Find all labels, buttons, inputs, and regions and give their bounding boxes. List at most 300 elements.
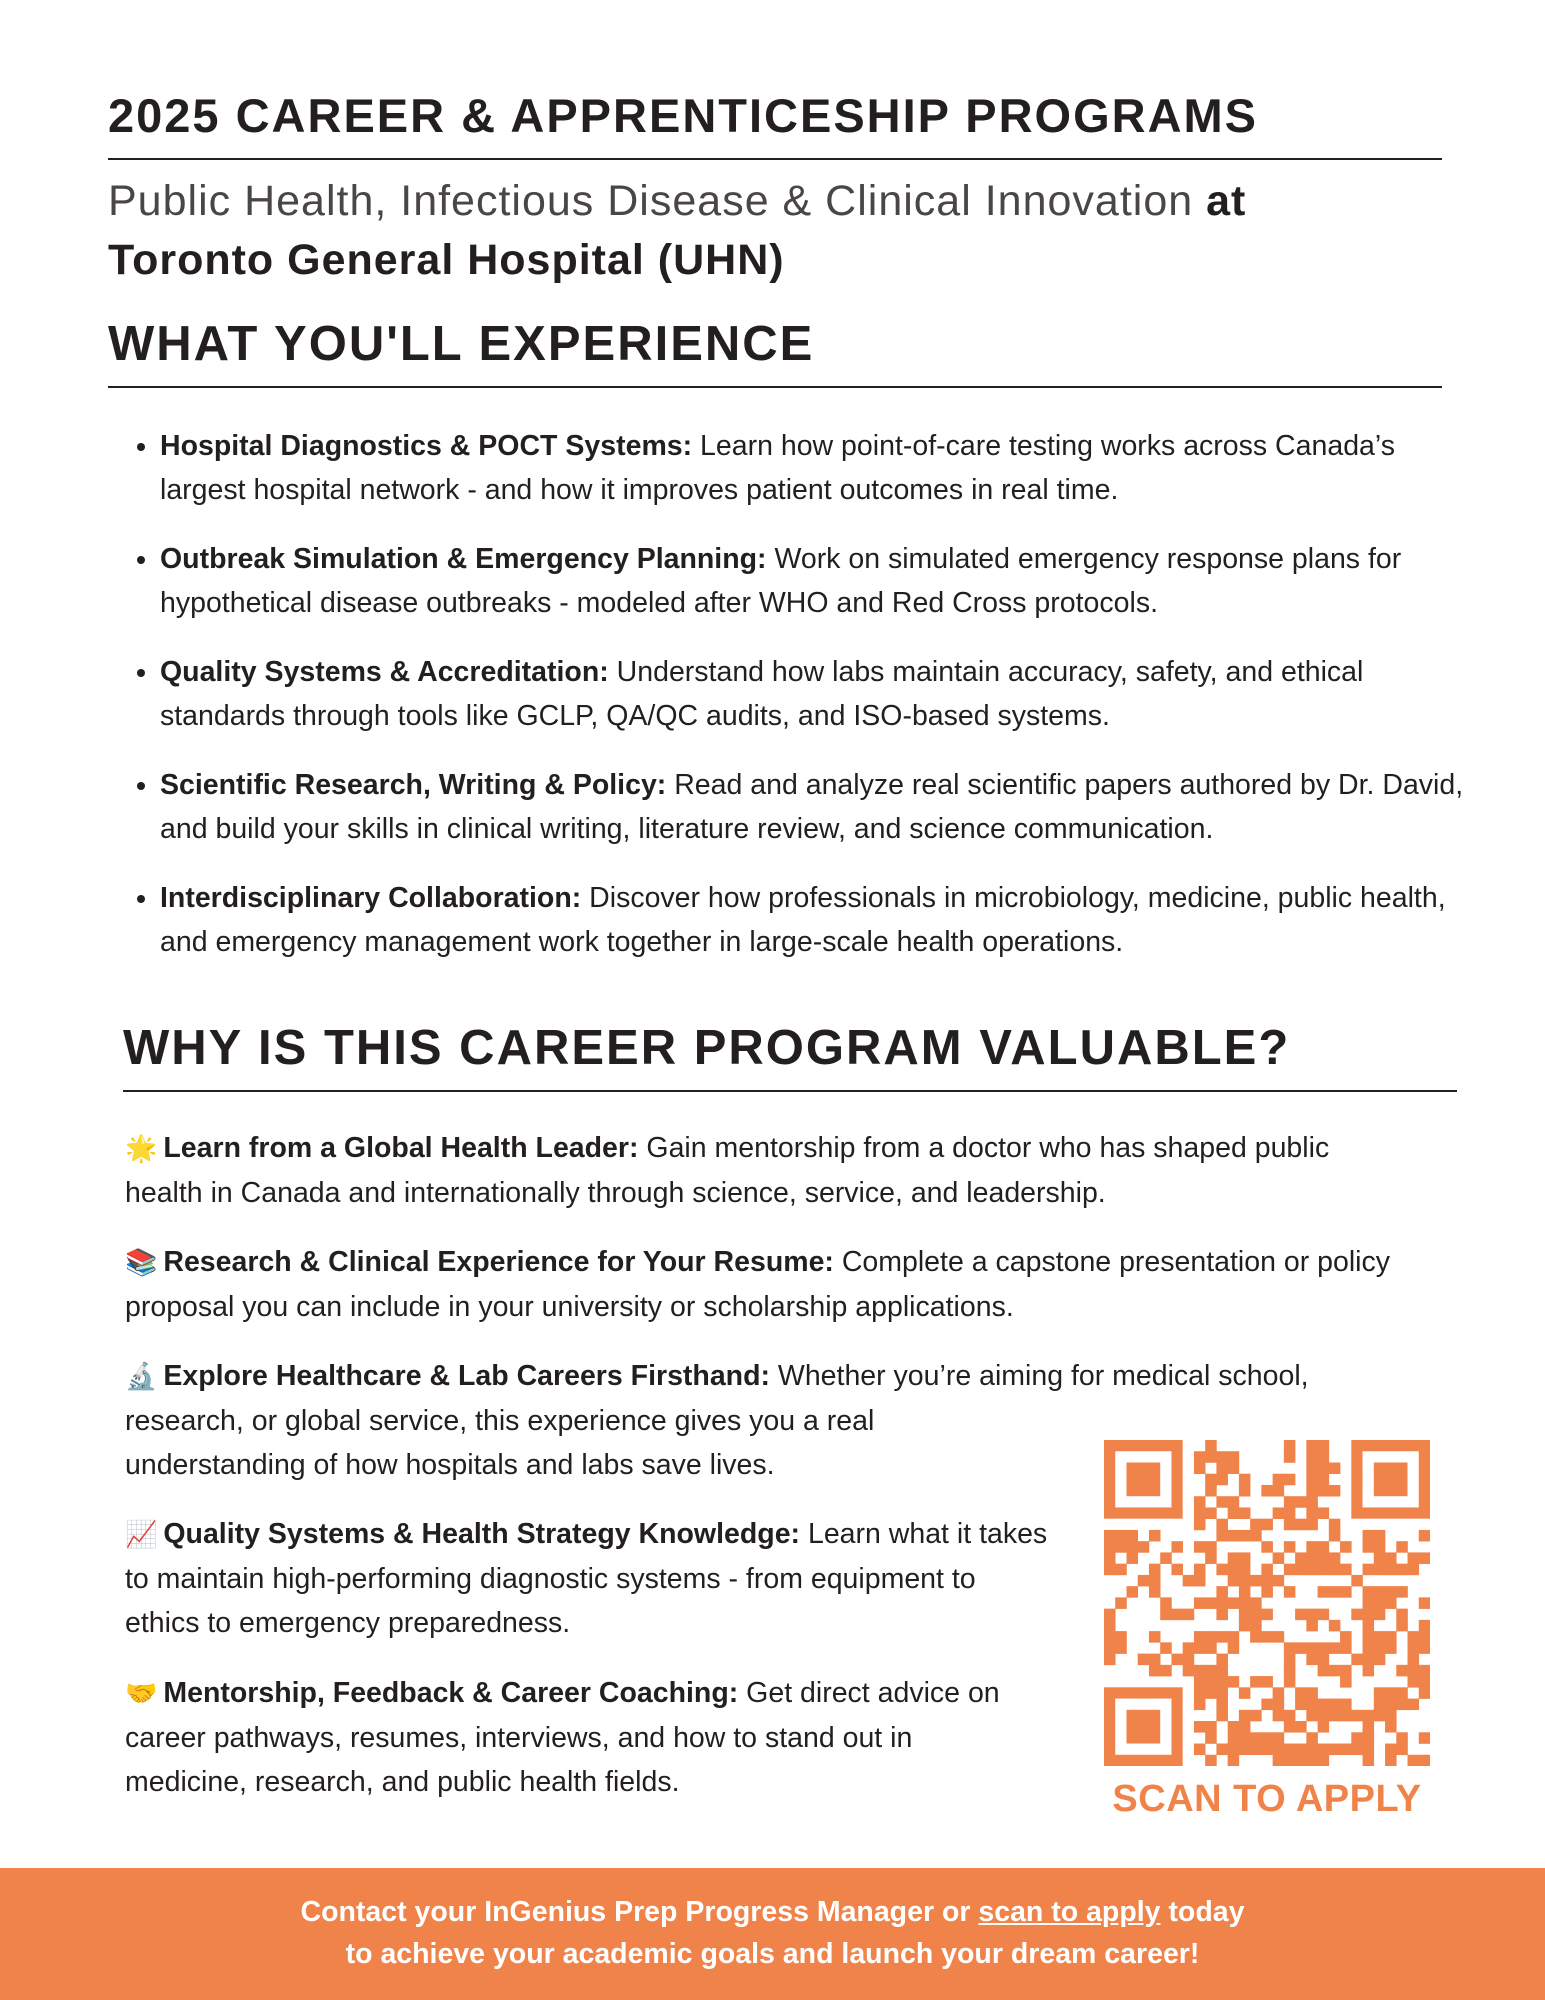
qr-module	[1295, 1642, 1307, 1654]
experience-item-text: Work on simulated emergency response plans for hypothetical disease outbreaks - modeled after WHO and Red Cross protocols.	[160, 543, 1402, 619]
qr-module	[1419, 1687, 1430, 1699]
qr-module	[1239, 1485, 1251, 1497]
qr-module	[1306, 1474, 1318, 1486]
qr-module	[1318, 1451, 1330, 1463]
contact-footer	[0, 1868, 1545, 2000]
qr-module	[1261, 1564, 1273, 1576]
value-item-title: Explore Healthcare & Lab Careers Firsthand:	[163, 1360, 770, 1392]
qr-module	[1216, 1519, 1228, 1531]
scan-to-apply-link[interactable]: scan to apply	[978, 1896, 1161, 1928]
qr-module	[1239, 1744, 1251, 1756]
qr-module	[1239, 1586, 1251, 1598]
qr-module	[1273, 1474, 1285, 1486]
qr-module	[1239, 1597, 1251, 1609]
qr-module	[1396, 1564, 1408, 1576]
handshake-icon: 🤝	[125, 1679, 158, 1709]
qr-module	[1194, 1564, 1206, 1576]
qr-module	[1419, 1597, 1430, 1609]
qr-module	[1261, 1631, 1273, 1643]
qr-module	[1205, 1665, 1217, 1677]
qr-module	[1318, 1440, 1330, 1452]
qr-module	[1261, 1732, 1273, 1744]
qr-module	[1104, 1620, 1116, 1632]
qr-module	[1284, 1721, 1296, 1733]
experience-item-text: Understand how labs maintain accuracy, safety, and ethical standards through tools like GCLP, QA/QC audits, and ISO-based systems.	[160, 656, 1364, 732]
qr-module	[1306, 1744, 1318, 1756]
qr-module	[1396, 1687, 1408, 1699]
qr-module	[1115, 1541, 1127, 1553]
value-item-title: Research & Clinical Experience for Your Resume:	[163, 1246, 834, 1278]
qr-module	[1306, 1687, 1318, 1699]
qr-module	[1205, 1676, 1217, 1688]
qr-module	[1216, 1496, 1228, 1508]
experience-item-title: Scientific Research, Writing & Policy:	[160, 769, 667, 801]
qr-module	[1126, 1552, 1138, 1564]
qr-module	[1216, 1586, 1228, 1598]
qr-module	[1385, 1642, 1397, 1654]
qr-module	[1374, 1631, 1386, 1643]
qr-module	[1419, 1665, 1430, 1677]
qr-module	[1374, 1552, 1386, 1564]
qr-module	[1104, 1541, 1116, 1553]
qr-module	[1216, 1530, 1228, 1542]
value-divider	[123, 1090, 1457, 1092]
qr-module	[1284, 1755, 1296, 1766]
qr-module	[1396, 1732, 1408, 1744]
qr-module	[1205, 1631, 1217, 1643]
qr-module	[1250, 1620, 1262, 1632]
qr-module	[1385, 1586, 1397, 1598]
qr-module	[1194, 1541, 1206, 1553]
qr-module	[1228, 1631, 1240, 1643]
experience-item-title: Outbreak Simulation & Emergency Planning:	[160, 543, 767, 575]
qr-module	[1340, 1586, 1352, 1598]
qr-module	[1183, 1665, 1195, 1677]
qr-module	[1261, 1541, 1273, 1553]
qr-module	[1396, 1586, 1408, 1598]
qr-module	[1250, 1575, 1262, 1587]
chart-up-icon: 📈	[125, 1520, 158, 1550]
qr-module	[1228, 1462, 1240, 1474]
qr-module	[1104, 1609, 1116, 1621]
qr-module	[1340, 1642, 1352, 1654]
value-item-line: Gain mentorship from a doctor who has shaped public	[646, 1132, 1330, 1164]
qr-module	[1374, 1609, 1386, 1621]
subtitle	[108, 172, 1438, 290]
qr-module	[1205, 1597, 1217, 1609]
qr-module	[1306, 1620, 1318, 1632]
qr-module	[1104, 1654, 1116, 1666]
qr-module	[1363, 1609, 1375, 1621]
qr-module	[1228, 1564, 1240, 1576]
qr-module	[1216, 1462, 1228, 1474]
experience-list	[128, 424, 1470, 989]
qr-module	[1205, 1485, 1217, 1497]
qr-module	[1228, 1642, 1240, 1654]
qr-module	[1306, 1755, 1318, 1766]
qr-module	[1295, 1755, 1307, 1766]
qr-module	[1329, 1519, 1341, 1531]
experience-item-text: Discover how professionals in microbiology, medicine, public health, and emergency management work together in large-scale health operations.	[160, 882, 1446, 958]
qr-module	[1284, 1451, 1296, 1463]
qr-module	[1363, 1564, 1375, 1576]
qr-module	[1363, 1530, 1375, 1542]
qr-module	[1205, 1474, 1217, 1486]
qr-module	[1273, 1710, 1285, 1722]
value-item-line: to maintain high-performing diagnostic systems - from equipment to	[125, 1563, 976, 1595]
qr-module	[1419, 1552, 1430, 1564]
qr-module	[1419, 1676, 1430, 1688]
qr-module	[1318, 1462, 1330, 1474]
qr-module	[1171, 1541, 1183, 1553]
experience-item	[160, 876, 1470, 964]
qr-module	[1205, 1755, 1217, 1766]
qr-module	[1228, 1732, 1240, 1744]
qr-module	[1228, 1744, 1240, 1756]
qr-module	[1205, 1552, 1217, 1564]
qr-module	[1318, 1507, 1330, 1519]
qr-module	[1160, 1552, 1172, 1564]
qr-module	[1419, 1620, 1430, 1632]
value-item-line: Complete a capstone presentation or policy	[841, 1246, 1390, 1278]
qr-module	[1194, 1642, 1206, 1654]
qr-module	[1385, 1755, 1397, 1766]
qr-module	[1295, 1496, 1307, 1508]
experience-item	[160, 763, 1470, 851]
qr-module	[1205, 1642, 1217, 1654]
value-item-line: ethics to emergency preparedness.	[125, 1607, 571, 1639]
qr-module	[1261, 1676, 1273, 1688]
qr-module	[1318, 1744, 1330, 1756]
value-item-line: Learn what it takes	[807, 1518, 1048, 1550]
qr-module	[1194, 1676, 1206, 1688]
qr-module	[1385, 1710, 1397, 1722]
qr-module	[1104, 1530, 1116, 1542]
qr-module	[1239, 1710, 1251, 1722]
qr-module	[1216, 1654, 1228, 1666]
qr-module	[1228, 1676, 1240, 1688]
qr-module	[1396, 1620, 1408, 1632]
qr-module	[1104, 1631, 1116, 1643]
qr-module	[1419, 1631, 1430, 1643]
qr-module	[1284, 1710, 1296, 1722]
qr-module	[1183, 1654, 1195, 1666]
qr-module	[1340, 1564, 1352, 1576]
qr-module	[1329, 1642, 1341, 1654]
qr-module	[1385, 1597, 1397, 1609]
qr-module	[1295, 1519, 1307, 1531]
qr-module	[1306, 1451, 1318, 1463]
value-item-line: research, or global service, this experience gives you a real	[125, 1405, 875, 1437]
title-divider	[108, 158, 1442, 160]
qr-module	[1104, 1564, 1116, 1576]
qr-module	[1363, 1631, 1375, 1643]
qr-module	[1363, 1710, 1375, 1722]
qr-module	[1273, 1732, 1285, 1744]
subtitle-at: at	[1206, 177, 1247, 225]
qr-module	[1318, 1485, 1330, 1497]
qr-module	[1115, 1597, 1127, 1609]
qr-module	[1329, 1485, 1341, 1497]
qr-module	[1284, 1440, 1296, 1452]
qr-module	[1160, 1642, 1172, 1654]
apply-qr-code[interactable]	[1104, 1440, 1430, 1766]
qr-module	[1261, 1485, 1273, 1497]
qr-module	[1329, 1564, 1341, 1576]
qr-module	[1160, 1665, 1172, 1677]
qr-module	[1340, 1699, 1352, 1711]
qr-module	[1250, 1530, 1262, 1542]
qr-module	[1216, 1597, 1228, 1609]
qr-module	[1273, 1744, 1285, 1756]
qr-module	[1138, 1575, 1150, 1587]
qr-module	[1115, 1642, 1127, 1654]
qr-module	[1295, 1687, 1307, 1699]
qr-module	[1273, 1575, 1285, 1587]
value-item-line: career pathways, resumes, interviews, and how to stand out in	[125, 1722, 913, 1754]
qr-module	[1126, 1586, 1138, 1598]
qr-module	[1205, 1541, 1217, 1553]
experience-item-title: Hospital Diagnostics & POCT Systems:	[160, 430, 693, 462]
qr-module	[1351, 1575, 1363, 1587]
qr-module	[1284, 1519, 1296, 1531]
qr-module	[1329, 1462, 1341, 1474]
qr-module	[1329, 1699, 1341, 1711]
qr-module	[1396, 1699, 1408, 1711]
qr-module	[1273, 1507, 1285, 1519]
value-item-title: Mentorship, Feedback & Career Coaching:	[163, 1677, 739, 1709]
qr-module	[1104, 1642, 1116, 1654]
qr-module	[1104, 1552, 1116, 1564]
qr-module	[1183, 1609, 1195, 1621]
qr-module	[1250, 1732, 1262, 1744]
qr-module	[1329, 1710, 1341, 1722]
qr-module	[1363, 1597, 1375, 1609]
qr-module	[1306, 1642, 1318, 1654]
qr-module	[1228, 1552, 1240, 1564]
qr-module	[1126, 1530, 1138, 1542]
qr-module	[1284, 1564, 1296, 1576]
qr-module	[1363, 1665, 1375, 1677]
qr-module	[1385, 1687, 1397, 1699]
qr-module	[1216, 1699, 1228, 1711]
qr-module	[1284, 1744, 1296, 1756]
qr-module	[1284, 1507, 1296, 1519]
qr-module	[1318, 1586, 1330, 1598]
qr-module	[1340, 1676, 1352, 1688]
qr-module	[1306, 1519, 1318, 1531]
qr-module	[1239, 1687, 1251, 1699]
qr-module	[1295, 1744, 1307, 1756]
qr-module	[1194, 1687, 1206, 1699]
page-title: 2025 CAREER & APPRENTICESHIP PROGRAMS	[108, 89, 1259, 142]
qr-module	[1363, 1642, 1375, 1654]
qr-module	[1250, 1609, 1262, 1621]
qr-module	[1160, 1597, 1172, 1609]
qr-module	[1228, 1530, 1240, 1542]
qr-module	[1318, 1654, 1330, 1666]
qr-module	[1261, 1609, 1273, 1621]
qr-module	[1351, 1609, 1363, 1621]
qr-module	[1351, 1732, 1363, 1744]
qr-finder-center	[1374, 1462, 1408, 1496]
qr-module	[1273, 1687, 1285, 1699]
value-item	[125, 1512, 1085, 1645]
qr-module	[1239, 1564, 1251, 1576]
qr-module	[1318, 1609, 1330, 1621]
qr-finder-center	[1126, 1710, 1160, 1744]
qr-module	[1396, 1665, 1408, 1677]
qr-module	[1374, 1654, 1386, 1666]
qr-module	[1295, 1564, 1307, 1576]
qr-module	[1228, 1451, 1240, 1463]
qr-module	[1284, 1676, 1296, 1688]
qr-module	[1205, 1721, 1217, 1733]
qr-finder-center	[1126, 1462, 1160, 1496]
qr-module	[1351, 1744, 1363, 1756]
qr-module	[1250, 1631, 1262, 1643]
qr-module	[1194, 1507, 1206, 1519]
qr-module	[1261, 1744, 1273, 1756]
qr-module	[1216, 1474, 1228, 1486]
qr-module	[1374, 1564, 1386, 1576]
qr-module	[1261, 1519, 1273, 1531]
qr-module	[1351, 1710, 1363, 1722]
value-item-line: understanding of how hospitals and labs save lives.	[125, 1449, 775, 1481]
qr-module	[1408, 1699, 1420, 1711]
experience-item-title: Quality Systems & Accreditation:	[160, 656, 609, 688]
qr-module	[1295, 1721, 1307, 1733]
value-item-line: proposal you can include in your university or scholarship applications.	[125, 1291, 1014, 1323]
value-heading: WHY IS THIS CAREER PROGRAM VALUABLE?	[123, 1021, 1291, 1075]
qr-module	[1239, 1620, 1251, 1632]
qr-module	[1216, 1609, 1228, 1621]
qr-module	[1194, 1496, 1206, 1508]
footer-text: Contact your InGenius Prep Progress Manager or	[300, 1896, 971, 1928]
qr-module	[1385, 1631, 1397, 1643]
qr-module	[1194, 1519, 1206, 1531]
qr-module	[1194, 1699, 1206, 1711]
qr-module	[1374, 1642, 1386, 1654]
qr-module	[1194, 1631, 1206, 1643]
qr-module	[1228, 1507, 1240, 1519]
qr-module	[1306, 1541, 1318, 1553]
qr-module	[1228, 1575, 1240, 1587]
qr-module	[1194, 1597, 1206, 1609]
qr-module	[1295, 1552, 1307, 1564]
qr-module	[1250, 1597, 1262, 1609]
qr-module	[1273, 1631, 1285, 1643]
subtitle-location: Toronto General Hospital (UHN)	[108, 236, 785, 284]
qr-module	[1374, 1541, 1386, 1553]
qr-module	[1228, 1721, 1240, 1733]
qr-module	[1171, 1609, 1183, 1621]
star-icon: 🌟	[125, 1134, 158, 1164]
qr-module	[1306, 1654, 1318, 1666]
qr-module	[1306, 1699, 1318, 1711]
qr-module	[1194, 1575, 1206, 1587]
qr-module	[1284, 1654, 1296, 1666]
qr-module	[1419, 1530, 1430, 1542]
qr-module	[1318, 1474, 1330, 1486]
qr-module	[1216, 1676, 1228, 1688]
qr-code-graphic	[1104, 1440, 1430, 1766]
qr-module	[1216, 1710, 1228, 1722]
qr-module	[1385, 1699, 1397, 1711]
qr-module	[1239, 1507, 1251, 1519]
qr-module	[1396, 1744, 1408, 1756]
qr-module	[1385, 1564, 1397, 1576]
qr-module	[1318, 1642, 1330, 1654]
qr-module	[1149, 1631, 1161, 1643]
qr-module	[1408, 1665, 1420, 1677]
qr-module	[1239, 1732, 1251, 1744]
qr-module	[1239, 1552, 1251, 1564]
value-item-title: Quality Systems & Health Strategy Knowledge:	[163, 1518, 801, 1550]
qr-module	[1250, 1744, 1262, 1756]
qr-module	[1340, 1665, 1352, 1677]
experience-item	[160, 650, 1470, 738]
qr-module	[1261, 1575, 1273, 1587]
qr-module	[1340, 1744, 1352, 1756]
qr-module	[1205, 1440, 1217, 1452]
value-item	[125, 1240, 1465, 1329]
qr-module	[1408, 1642, 1420, 1654]
qr-module	[1419, 1642, 1430, 1654]
qr-module	[1273, 1485, 1285, 1497]
qr-module	[1363, 1541, 1375, 1553]
qr-module	[1306, 1485, 1318, 1497]
qr-module	[1250, 1519, 1262, 1531]
qr-module	[1284, 1541, 1296, 1553]
qr-module	[1306, 1496, 1318, 1508]
qr-module	[1205, 1732, 1217, 1744]
qr-module	[1363, 1721, 1375, 1733]
qr-module	[1216, 1631, 1228, 1643]
qr-module	[1329, 1586, 1341, 1598]
value-item-title: Learn from a Global Health Leader:	[163, 1132, 639, 1164]
qr-module	[1115, 1564, 1127, 1576]
qr-module	[1385, 1552, 1397, 1564]
qr-module	[1363, 1744, 1375, 1756]
qr-module	[1408, 1564, 1420, 1576]
qr-module	[1149, 1665, 1161, 1677]
qr-module	[1273, 1699, 1285, 1711]
qr-module	[1205, 1687, 1217, 1699]
qr-module	[1273, 1755, 1285, 1766]
qr-module	[1273, 1552, 1285, 1564]
qr-module	[1194, 1721, 1206, 1733]
qr-module	[1363, 1586, 1375, 1598]
qr-module	[1306, 1564, 1318, 1576]
experience-item	[160, 537, 1470, 625]
qr-module	[1329, 1665, 1341, 1677]
qr-module	[1250, 1676, 1262, 1688]
qr-module	[1284, 1665, 1296, 1677]
qr-module	[1216, 1451, 1228, 1463]
qr-module	[1250, 1710, 1262, 1722]
qr-module	[1149, 1575, 1161, 1587]
qr-module	[1115, 1530, 1127, 1542]
qr-module	[1284, 1496, 1296, 1508]
experience-item-text: Learn how point-of-care testing works across Canada’s largest hospital network - and how it improves patient outcomes in real time.	[160, 430, 1395, 506]
qr-module	[1318, 1755, 1330, 1766]
qr-module	[1408, 1552, 1420, 1564]
qr-module	[1284, 1586, 1296, 1598]
qr-module	[1340, 1710, 1352, 1722]
qr-module	[1261, 1586, 1273, 1598]
qr-module	[1228, 1755, 1240, 1766]
